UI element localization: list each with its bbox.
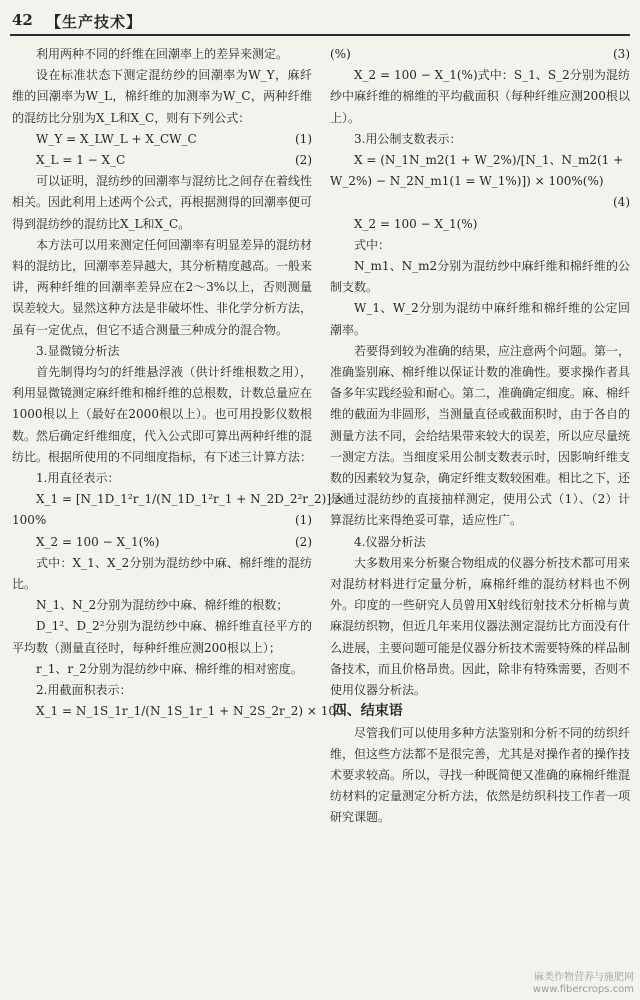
paragraph-conclusion: 尽管我们可以使用多种方法鉴别和分析不同的纺织纤维，但这些方法都不是很完善，尤其是对操作者的操作技术要求较高。所以，寻找一种既简便又准确的麻棉纤维混纺材料的定量测定分析方法，依然是纺织科技工作者一项研究课题。 bbox=[330, 725, 631, 825]
page-header bbox=[10, 8, 630, 36]
watermark bbox=[533, 972, 634, 996]
watermark-line-2: www.fibercrops.com bbox=[532, 984, 634, 995]
section-tag: 【生产技术】 bbox=[46, 13, 143, 31]
definition-w: W_1、W_2分别为混纺中麻纤维和棉纤维的公定回潮率。 bbox=[330, 301, 630, 337]
equation-5-tail: (%) bbox=[330, 47, 351, 61]
equation-3-tail-text: 100% bbox=[12, 513, 47, 528]
subsection-microscope-title: 3.显微镜分析法 bbox=[36, 343, 120, 358]
paragraph-microscope: 首先制得均匀的纤维悬浮液（供计纤维根数之用），利用显微镜测定麻纤维和棉纤维的总根数，计数总量应在1000根以上（最好在2000根以上）。也可用投影仪数根数。然后确定纤维细度，代入公式即可算出两种纤维的混纺比。根据所使用的不同细度指标，有下述三计算方法： bbox=[12, 365, 313, 464]
subsection-count-title: 3.用公制支数表示： bbox=[354, 131, 462, 146]
equation-2-number: (2) bbox=[295, 153, 312, 168]
equation-5-body: X_1 = N_1S_1r_1/(N_1S_1r_1 + N_2S_2r_2) × 100 bbox=[36, 704, 344, 719]
equation-8-body: X_2 = 100 − X_1(%) bbox=[354, 216, 478, 231]
subsection-instrument-title: 4.仪器分析法 bbox=[354, 534, 426, 549]
left-column bbox=[12, 44, 345, 723]
conclusion-heading: 四、结束语 bbox=[332, 703, 403, 720]
equation-7-number-row bbox=[330, 192, 630, 213]
equation-1-body: W_Y = X_LW_L + X_CW_C bbox=[36, 131, 197, 146]
equation-7-line-2: W_2%) − N_2N_m1(1 = W_1%)]) × 100%(%) bbox=[330, 174, 604, 189]
equation-3-number: (1) bbox=[295, 513, 312, 528]
equation-1 bbox=[12, 129, 312, 150]
paragraph-instrument: 大多数用来分析聚合物组成的仪器分析技术都可用来对混纺材料进行定量分析，麻棉纤维的混纺材料也不例外。印度的一些研究人员曾用X射线衍射技术分析棉与黄麻混纺织物，但近几年来用仪器法测定混纺比方面没有什么进展，主要问题可能是仪器分析技术需要特殊的样品制备技术，而且价格昂贵。因此，除非有特殊需要，否则不使用仪器分析法。 bbox=[330, 555, 631, 698]
definition-r: r_1、r_2分别为混纺纱中麻、棉纤维的相对密度。 bbox=[36, 661, 303, 676]
definition-x: 式中：X_1、X_2分别为混纺纱中麻、棉纤维的混纺比。 bbox=[12, 555, 312, 592]
definition-nm: N_m1、N_m2分别为混纺纱中麻纤维和棉纤维的公制支数。 bbox=[330, 259, 630, 295]
definition-n: N_1、N_2分别为混纺纱中麻、棉纤维的根数； bbox=[36, 598, 289, 613]
equation-3-body: X_1 = [N_1D_1²r_1/(N_1D_1²r_1 + N_2D_2²r_2)] × bbox=[36, 492, 345, 507]
equation-2-body: X_L = 1 − X_C bbox=[36, 153, 126, 168]
paragraph-proof: 可以证明，混纺纱的回潮率与混纺比之间存在着线性相关。因此利用上述两个公式，再根据测得的回潮率便可得到混纺纱的混纺比X_L和X_C。 bbox=[12, 174, 313, 231]
definition-d: D_1²、D_2²分别为混纺纱中麻、棉纤维直径平方的平均数（测量直径时，每种纤维应测200根以上）； bbox=[12, 619, 312, 655]
equation-2 bbox=[12, 150, 312, 171]
equation-6-definition: X_2 = 100 − X_1(%)式中：S_1、S_2分别为混纺纱中麻纤维的棉维的平均截面积（每种纤维应测200根以上）。 bbox=[330, 68, 630, 125]
page-number: 42 bbox=[12, 11, 33, 29]
equation-7-line-1: X = (N_1N_m2(1 + W_2%)/[N_1、N_m2(1 + bbox=[354, 153, 624, 168]
intro-text: 利用两种不同的纤维在回潮率上的差异来测定。 bbox=[36, 47, 289, 61]
paragraph-accuracy: 若要得到较为准确的结果，应注意两个问题。第一，准确鉴别麻、棉纤维以保证计数的准确性。要求操作者具备多年实践经验和耐心。第二，准确确定细度。麻、棉纤维的截面为非圆形，当测量直径或截面积时，由于各自的测量方法不同，会给结果带来较大的误差，所以应尽量统一测定方法。当细度采用公制支数表示时，因影响纤维支数的因素较为复杂，确定纤维支数较困难。相比之下，还是通过混纺纱的直接抽样测定，使用公式（1）、（2）计算混纺比来得绝妥可靠，适应性广。 bbox=[330, 343, 631, 528]
right-column bbox=[330, 44, 630, 829]
equation-7-number: (4) bbox=[613, 195, 630, 210]
equation-1-number: (1) bbox=[295, 131, 312, 146]
paragraph-setup: 设在标准状态下测定混纺纱的回潮率为W_Y，麻纤维的回潮率为W_L，棉纤维的加测率为W_C，两种纤维的混纺比分别为X_L和X_C，则有下列公式： bbox=[12, 68, 312, 125]
equation-4-number: (2) bbox=[295, 534, 312, 549]
equation-3-tail bbox=[12, 510, 312, 531]
equation-8-where: 式中： bbox=[354, 237, 391, 252]
subsection-area-title: 2.用截面积表示： bbox=[36, 683, 132, 698]
equation-4 bbox=[12, 532, 312, 553]
subsection-diameter-title: 1.用直径表示： bbox=[36, 471, 120, 486]
equation-4-body: X_2 = 100 − X_1(%) bbox=[36, 534, 160, 549]
equation-5-number: (3) bbox=[613, 47, 630, 61]
paragraph-method: 本方法可以用来测定任何回潮率有明显差异的混纺材料的混纺比，回潮率差异越大，其分析精度越高。一般来讲，两种纤维的回潮率差异应在2～3%以上，否则测量误差较大。显然这种方法是非破坏性、非化学分析方法，虽有一定优点，但它不适合测量三种成分的混合物。 bbox=[12, 237, 313, 337]
equation-5-continued bbox=[330, 44, 630, 65]
watermark-line-1: 麻类作物营养与施肥网 bbox=[534, 972, 634, 983]
